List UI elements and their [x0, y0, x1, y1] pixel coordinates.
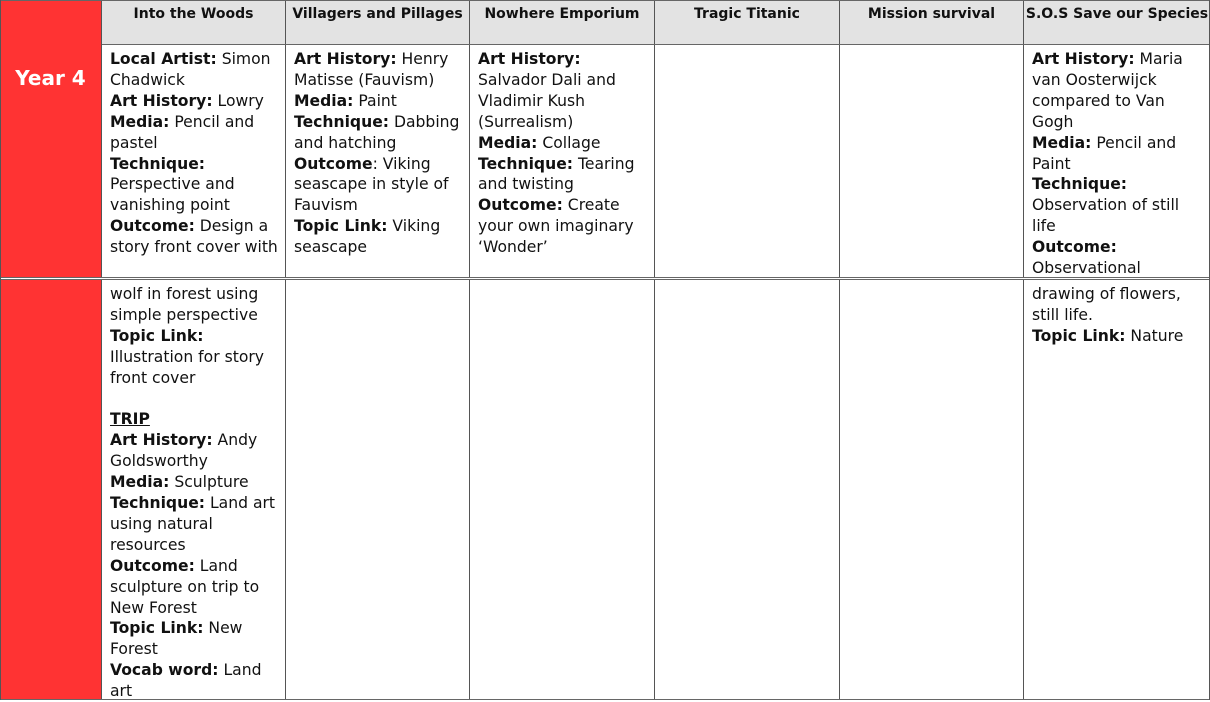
- cell-titanic-bottom: [655, 280, 840, 700]
- cell-villagers-top: [286, 45, 470, 277]
- year-label: Year 4: [15, 66, 86, 90]
- cell-line: [110, 472, 281, 493]
- field-text: Observation of still: [1032, 196, 1180, 215]
- field-text: pastel: [110, 133, 158, 152]
- field-label: Media:: [294, 91, 354, 110]
- field-text: Sculpture: [169, 473, 249, 492]
- field-text: Henry: [396, 50, 449, 68]
- field-label: Topic Link:: [1032, 326, 1126, 345]
- header-save-our-species: S.O.S Save our Species: [1024, 0, 1210, 44]
- field-text: front cover: [110, 368, 196, 387]
- cell-line: [110, 493, 281, 514]
- field-text: Design a: [194, 217, 269, 236]
- field-label: Technique:: [294, 112, 390, 131]
- field-text: Perspective and: [110, 175, 235, 194]
- header-villagers-and-pillages: Villagers and Pillages: [286, 0, 470, 44]
- cell-line: [110, 112, 281, 133]
- cell-line: [1032, 91, 1206, 112]
- field-label: Vocab word:: [110, 661, 219, 680]
- cell-line: [110, 347, 281, 368]
- field-label: Art History:: [110, 431, 213, 450]
- field-text: still life.: [1032, 305, 1093, 324]
- field-text: and hatching: [294, 133, 397, 152]
- cell-line: [110, 535, 281, 556]
- header-divider: [102, 44, 1210, 45]
- cell-line: [294, 133, 465, 154]
- cell-line: [1032, 70, 1206, 91]
- field-text: van Oosterwijck: [1032, 70, 1157, 89]
- left-border: [0, 0, 1, 700]
- field-text: Vladimir Kush: [478, 91, 586, 110]
- field-text: art: [110, 682, 133, 701]
- cell-line: [110, 195, 281, 216]
- field-label: Outcome:: [110, 217, 195, 236]
- field-text: Goldsworthy: [110, 452, 208, 471]
- field-label: Art History:: [110, 91, 213, 110]
- cell-line: [478, 174, 650, 195]
- field-label: Art History:: [294, 50, 397, 68]
- cell-mission-bottom: [840, 280, 1024, 700]
- field-label: Media:: [110, 112, 170, 131]
- cell-species-top: [1024, 45, 1210, 277]
- field-text: resources: [110, 535, 186, 554]
- field-text: seascape in style of: [294, 175, 449, 194]
- field-text: Collage: [537, 133, 601, 152]
- cell-woods-bottom: [102, 280, 286, 700]
- field-text: simple perspective: [110, 305, 258, 324]
- cell-line: [294, 49, 465, 70]
- field-text: Illustration for story: [110, 347, 264, 366]
- field-text: sculpture on trip to: [110, 577, 260, 596]
- cell-line: [110, 284, 281, 305]
- cell-line: [110, 389, 281, 410]
- field-label: Topic Link:: [294, 217, 388, 236]
- page-break-divider: [0, 277, 1210, 280]
- field-label: Media:: [478, 133, 538, 152]
- field-text: life: [1032, 217, 1056, 236]
- field-text: Fauvism: [294, 196, 358, 215]
- cell-line: [1032, 49, 1206, 70]
- field-text: seascape: [294, 238, 368, 257]
- cell-line: [478, 133, 650, 154]
- field-text: Simon: [216, 50, 271, 68]
- field-text: Maria: [1134, 50, 1183, 68]
- cell-emporium-bottom: [470, 280, 655, 700]
- cell-line: [478, 112, 650, 133]
- header-into-the-woods: Into the Woods: [102, 0, 286, 44]
- field-text: New Forest: [110, 598, 197, 617]
- cell-line: [110, 368, 281, 389]
- cell-line: [110, 305, 281, 326]
- field-text: Gogh: [1032, 112, 1074, 131]
- cell-line: [110, 174, 281, 195]
- cell-line: [110, 133, 281, 154]
- field-text: Forest: [110, 640, 158, 659]
- field-text: drawing of flowers,: [1032, 285, 1181, 303]
- field-text: story front cover with: [110, 238, 278, 257]
- cell-line: [294, 91, 465, 112]
- cell-line: [1032, 112, 1206, 133]
- cell-mission-top: [840, 45, 1024, 277]
- field-text: Land art: [205, 494, 276, 513]
- cell-line: [110, 556, 281, 577]
- field-label: Outcome:: [1032, 238, 1117, 257]
- cell-line: [110, 70, 281, 91]
- cell-line: [294, 216, 465, 237]
- field-label: Media:: [1032, 133, 1092, 152]
- cell-line: [1032, 284, 1206, 305]
- field-text: Nature: [1125, 326, 1184, 345]
- cell-line: [110, 237, 281, 258]
- field-text: Observational: [1032, 259, 1141, 278]
- cell-line: [110, 91, 281, 112]
- cell-line: [1032, 195, 1206, 216]
- field-label: Technique:: [110, 494, 206, 513]
- cell-line: [110, 598, 281, 619]
- field-text: Dabbing: [389, 112, 460, 131]
- field-text: New: [203, 619, 243, 638]
- cell-line: [478, 70, 650, 91]
- field-text: Land: [194, 556, 238, 575]
- cell-line: [294, 174, 465, 195]
- cell-line: [294, 154, 465, 175]
- cell-line: [110, 514, 281, 535]
- field-label: Local Artist:: [110, 50, 217, 68]
- cell-line: [478, 237, 650, 258]
- field-text: wolf in forest using: [110, 285, 259, 303]
- cell-species-bottom: [1024, 280, 1210, 700]
- cell-line: [1032, 326, 1206, 347]
- field-text: : Viking: [372, 154, 431, 173]
- cell-line: [478, 216, 650, 237]
- field-label: Outcome: [294, 154, 373, 173]
- top-border: [0, 0, 1210, 1]
- field-text: Chadwick: [110, 70, 185, 89]
- cell-titanic-top: [655, 45, 840, 277]
- cell-line: [1032, 174, 1206, 195]
- field-text: ‘Wonder’: [478, 238, 548, 257]
- field-text: Pencil and: [169, 112, 255, 131]
- cell-line: [110, 618, 281, 639]
- field-label: Topic Link:: [110, 326, 204, 345]
- field-label: Media:: [110, 473, 170, 492]
- field-text: using natural: [110, 514, 213, 533]
- cell-line: [1032, 154, 1206, 175]
- field-label: Art History:: [478, 50, 581, 68]
- cell-line: [110, 49, 281, 70]
- field-label: Outcome:: [110, 556, 195, 575]
- cell-line: [1032, 258, 1206, 279]
- cell-line: [1032, 305, 1206, 326]
- cell-line: [1032, 216, 1206, 237]
- header-nowhere-emporium: Nowhere Emporium: [470, 0, 655, 44]
- cell-line: [110, 577, 281, 598]
- field-text: Create: [562, 196, 620, 215]
- field-text: Paint: [353, 91, 397, 110]
- cell-line: [294, 195, 465, 216]
- cell-line: [110, 326, 281, 347]
- cell-line: [478, 49, 650, 70]
- cell-line: [110, 660, 281, 681]
- field-text: your own imaginary: [478, 217, 634, 236]
- field-text: Andy: [212, 431, 258, 450]
- field-label: Outcome:: [478, 196, 563, 215]
- cell-line: [110, 639, 281, 660]
- field-text: and twisting: [478, 175, 574, 194]
- field-label: Technique:: [478, 154, 574, 173]
- field-text: Salvador Dali and: [478, 70, 616, 89]
- cell-line: [478, 154, 650, 175]
- field-label: Topic Link:: [110, 619, 204, 638]
- field-text: Tearing: [573, 154, 635, 173]
- field-text: compared to Van: [1032, 91, 1165, 110]
- cell-line: [110, 216, 281, 237]
- field-label: Art History:: [1032, 50, 1135, 68]
- field-label: Technique:: [1032, 175, 1128, 194]
- cell-line: [294, 237, 465, 258]
- cell-villagers-bottom: [286, 280, 470, 700]
- trip-heading: TRIP: [110, 410, 150, 429]
- field-label: Technique:: [110, 154, 206, 173]
- field-text: vanishing point: [110, 196, 230, 215]
- cell-woods-top: [102, 45, 286, 277]
- cell-line: [478, 91, 650, 112]
- cell-line: [294, 112, 465, 133]
- field-text: Viking: [387, 217, 441, 236]
- header-tragic-titanic: Tragic Titanic: [655, 0, 840, 44]
- field-text: Land: [218, 661, 262, 680]
- header-mission-survival: Mission survival: [840, 0, 1024, 44]
- cell-line: [478, 195, 650, 216]
- cell-emporium-top: [470, 45, 655, 277]
- cell-line: [294, 70, 465, 91]
- year-column-top: [0, 0, 102, 277]
- field-text: Paint: [1032, 154, 1071, 173]
- cell-line: [1032, 237, 1206, 258]
- cell-line: [1032, 133, 1206, 154]
- year-column-bottom: [0, 280, 102, 700]
- cell-line: [110, 451, 281, 472]
- cell-line: [110, 154, 281, 175]
- field-text: Matisse (Fauvism): [294, 70, 435, 89]
- cell-line: [110, 409, 281, 430]
- cell-line: [110, 430, 281, 451]
- field-text: Pencil and: [1091, 133, 1177, 152]
- field-text: (Surrealism): [478, 112, 574, 131]
- field-text: Lowry: [212, 91, 264, 110]
